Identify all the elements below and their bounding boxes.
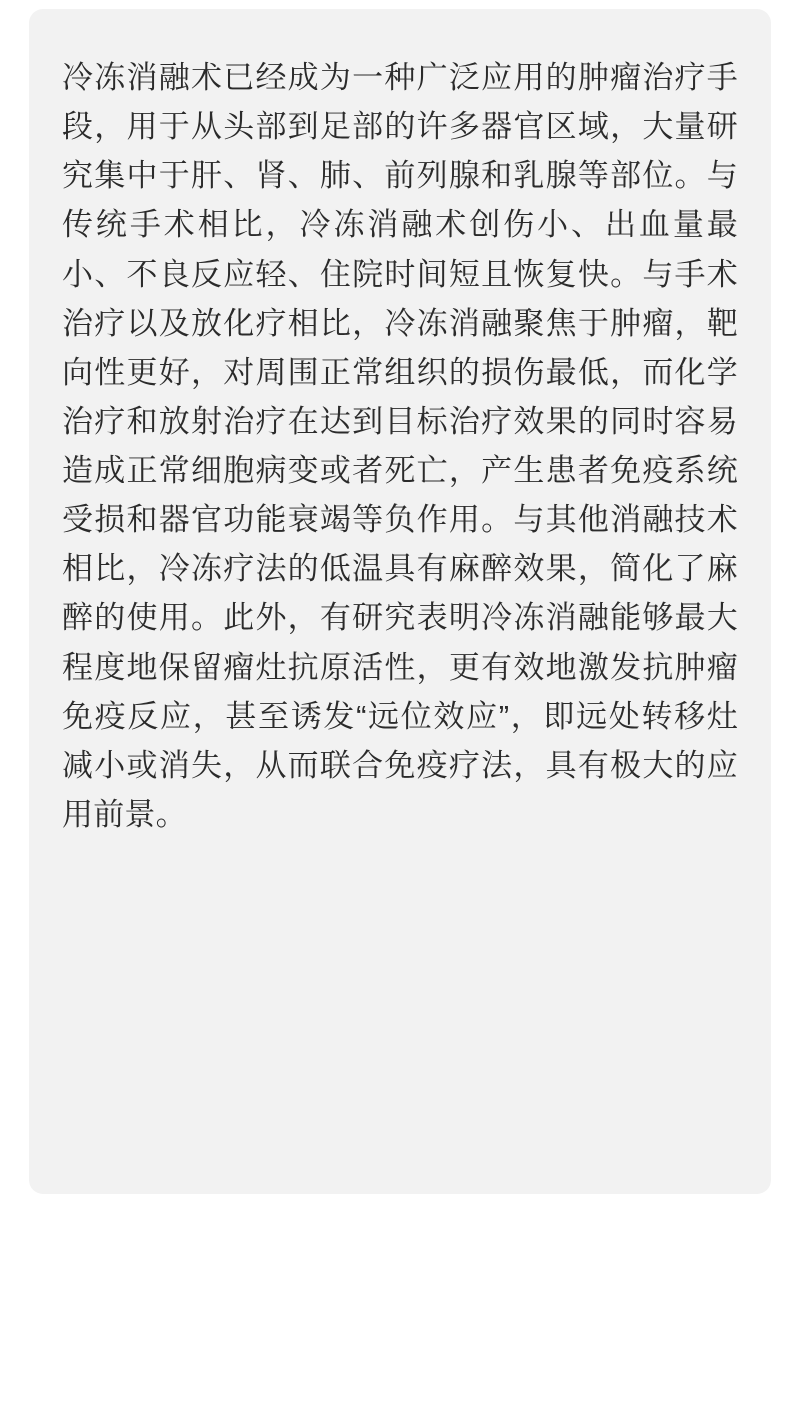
content-card [29,9,771,1194]
article-paragraph: 冷冻消融术已经成为一种广泛应用的肿瘤治疗手段，用于从头部到足部的许多器官区域，大量研究集中于肝、肾、肺、前列腺和乳腺等部位。与传统手术相比，冷冻消融术创伤小、出血量最小、不良反应轻、住院时间短且恢复快。与手术治疗以及放化疗相比，冷冻消融聚焦于肿瘤，靶向性更好，对周围正常组织的损伤最低，而化学治疗和放射治疗在达到目标治疗效果的同时容易造成正常细胞病变或者死亡，产生患者免疫系统受损和器官功能衰竭等负作用。与其他消融技术相比，冷冻疗法的低温具有麻醉效果，简化了麻醉的使用。此外，有研究表明冷冻消融能够最大程度地保留瘤灶抗原活性，更有效地激发抗肿瘤免疫反应，甚至诱发“远位效应”，即远处转移灶减小或消失，从而联合免疫疗法，具有极大的应用前景。 [62,60,738,832]
